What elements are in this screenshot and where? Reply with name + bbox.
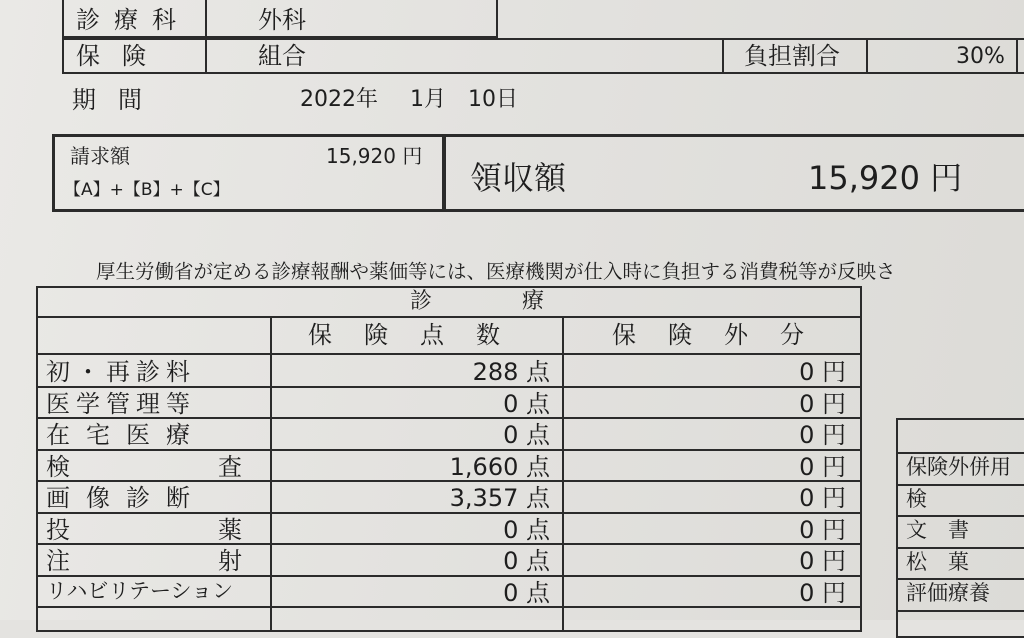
side-header-rule: [896, 452, 1024, 454]
period-day: 10日: [468, 87, 518, 112]
billing-divider: [442, 134, 446, 212]
table-row: [36, 514, 862, 546]
side-row-label: 文 書: [906, 518, 969, 542]
dept-label: 診療科: [76, 6, 190, 34]
burden-divider-left: [722, 38, 724, 74]
table-row: [36, 388, 862, 420]
row-label: 画像診断: [46, 484, 206, 512]
table-row: [36, 577, 862, 609]
row-points: 0 点: [503, 547, 550, 575]
tax-notice: 厚生労働省が定める診療報酬や薬価等には、医療機関が仕入時に負担する消費税等が反映さ: [96, 260, 896, 283]
insurance-value: 組合: [258, 42, 306, 70]
side-row-rule: [896, 610, 1024, 612]
side-row-rule: [896, 578, 1024, 580]
insurance-row-bottom: [62, 72, 1024, 74]
burden-right-edge: [1016, 38, 1018, 74]
row-yen: 0 円: [799, 421, 846, 449]
side-row-rule: [896, 484, 1024, 486]
dept-divider: [205, 0, 207, 72]
row-points: 1,660 点: [449, 452, 550, 481]
title-rule: [36, 316, 862, 318]
insurance-row-top: [62, 38, 1024, 40]
row-points: 3,357 点: [449, 484, 550, 512]
table-row: [36, 419, 862, 451]
row-yen: 0 円: [799, 578, 846, 607]
side-row-rule: [896, 515, 1024, 517]
burden-value: 30%: [956, 44, 1005, 69]
received-label: 領収額: [470, 159, 567, 197]
row-rule: [36, 606, 862, 608]
table-row: [36, 545, 862, 577]
claim-label: 請求額: [70, 144, 130, 168]
row-label: 検査: [46, 452, 390, 481]
period-year: 2022年: [300, 87, 378, 112]
table-row: [36, 451, 862, 483]
row-yen: 0 円: [799, 358, 846, 386]
side-row-rule: [896, 547, 1024, 549]
claim-formula: 【A】+【B】+【C】: [64, 180, 230, 200]
side-row-label: 検: [906, 486, 927, 511]
row-yen: 0 円: [799, 484, 846, 512]
period-month: 1月: [410, 87, 446, 112]
burden-divider-right: [866, 38, 868, 74]
col-points-header: 保険点数: [308, 321, 532, 349]
header-rule: [36, 353, 862, 355]
row-points: 0 点: [503, 389, 550, 418]
row-points: 0 点: [503, 578, 550, 607]
table-row: [36, 482, 862, 514]
row-label: 投薬: [46, 515, 390, 544]
row-label: 医学管理等: [46, 389, 196, 418]
insurance-label: 保険: [76, 42, 168, 70]
row-label: 注射: [46, 547, 390, 575]
col-non-insurance-header: 保険外分: [612, 321, 836, 349]
dept-value: 外科: [258, 6, 306, 34]
row-points: 0 点: [503, 421, 550, 449]
burden-label: 負担割合: [744, 42, 840, 70]
side-row-label: 松 菓: [906, 549, 969, 574]
row-label: 初・再診料: [46, 358, 196, 386]
side-row-label: 評価療養: [906, 581, 990, 605]
table-row: [36, 356, 862, 388]
side-row-label: 保険外併用: [906, 455, 1011, 479]
row-points: 0 点: [503, 515, 550, 544]
row-yen: 0 円: [799, 389, 846, 418]
row-label: リハビリテーション: [46, 578, 234, 603]
period-label: 期間: [72, 86, 164, 114]
row-yen: 0 円: [799, 515, 846, 544]
row-points: 288 点: [472, 358, 550, 386]
claim-value: 15,920 円: [326, 144, 423, 168]
row-label: 在宅医療: [46, 421, 206, 449]
received-value: 15,920 円: [808, 159, 963, 197]
section-title: 診療: [410, 289, 635, 314]
row-yen: 0 円: [799, 547, 846, 575]
row-yen: 0 円: [799, 452, 846, 481]
insurance-left-edge: [62, 38, 64, 74]
